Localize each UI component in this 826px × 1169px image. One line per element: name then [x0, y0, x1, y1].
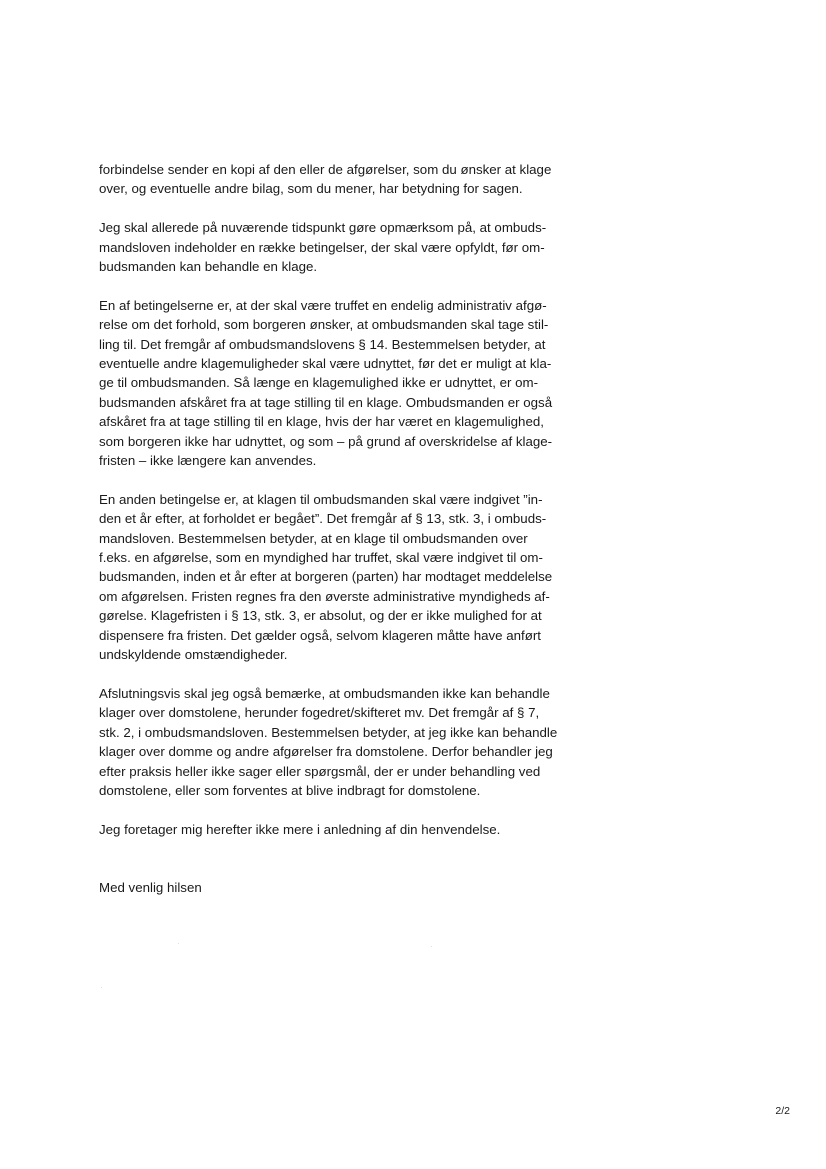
text-line: den et år efter, at forholdet er begået”. Det fremgår af § 13, stk. 3, i ombuds- — [99, 511, 547, 527]
text-line: ge til ombudsmanden. Så længe en klagemulighed ikke er udnyttet, er om- — [99, 375, 539, 391]
scan-speck — [178, 943, 179, 944]
text-line: relse om det forhold, som borgeren ønsker, at ombudsmanden skal tage stil- — [99, 317, 549, 333]
closing-greeting: Med venlig hilsen — [99, 880, 202, 895]
text-line: domstolene, eller som forventes at blive indbragt for domstolene. — [99, 782, 481, 798]
text-line: mandsloven indeholder en række betingelser, der skal være opfyldt, før om- — [99, 239, 545, 255]
text-line: Jeg foretager mig herefter ikke mere i anledning af din henvendelse. — [99, 821, 501, 837]
text-line: fristen – ikke længere kan anvendes. — [99, 453, 317, 469]
text-line: mandsloven. Bestemmelsen betyder, at en klage til ombudsmanden over — [99, 530, 528, 546]
text-line: afskåret fra at tage stilling til en klage, hvis der har været en klagemulighed, — [99, 414, 544, 430]
scan-speck — [101, 987, 102, 988]
page-number: 2/2 — [775, 1105, 790, 1117]
letter-body — [99, 160, 579, 859]
text-line: klager over domstolene, herunder fogedret/skifteret mv. Det fremgår af § 7, — [99, 705, 540, 721]
text-line: klager over domme og andre afgørelser fra domstolene. Derfor behandler jeg — [99, 744, 553, 760]
text-line: om afgørelsen. Fristen regnes fra den øverste administrative myndigheds af- — [99, 588, 550, 604]
text-line: budsmanden kan behandle en klage. — [99, 259, 318, 275]
paragraph-domstolene — [99, 684, 579, 800]
paragraph-endelig-afgoerelse — [99, 296, 579, 471]
text-line: f.eks. en afgørelse, som en myndighed har truffet, skal være indgivet til om- — [99, 550, 543, 566]
text-line: Jeg skal allerede på nuværende tidspunkt gøre opmærksom på, at ombuds- — [99, 220, 547, 236]
text-line: forbindelse sender en kopi af den eller de afgørelser, som du ønsker at klage — [99, 162, 552, 177]
paragraph-kopi-af-afgoerelser — [99, 160, 579, 199]
text-line: eventuelle andre klagemuligheder skal være udnyttet, før det er muligt at kla- — [99, 356, 552, 372]
text-line: En af betingelserne er, at der skal være truffet en endelig administrativ afgø- — [99, 297, 547, 313]
text-line: gørelse. Klagefristen i § 13, stk. 3, er absolut, og der er ikke mulighed for at — [99, 608, 542, 624]
text-line: ling til. Det fremgår af ombudsmandslovens § 14. Bestemmelsen betyder, at — [99, 336, 546, 352]
paragraph-afslutning — [99, 820, 579, 839]
text-line: efter praksis heller ikke sager eller spørgsmål, der er under behandling ved — [99, 763, 541, 779]
paragraph-betingelser-intro — [99, 218, 579, 276]
text-line: undskyldende omstændigheder. — [99, 647, 288, 663]
text-line: som borgeren ikke har udnyttet, og som – på grund af overskridelse af klage- — [99, 433, 553, 449]
text-line: over, og eventuelle andre bilag, som du mener, har betydning for sagen. — [99, 181, 523, 197]
text-line: Afslutningsvis skal jeg også bemærke, at ombudsmanden ikke kan behandle — [99, 685, 550, 701]
paragraph-klagefrist — [99, 490, 579, 665]
text-line: budsmanden, inden et år efter at borgeren (parten) har modtaget meddelelse — [99, 569, 553, 585]
text-line: budsmanden afskåret fra at tage stilling til en klage. Ombudsmanden er også — [99, 394, 553, 410]
text-line: En anden betingelse er, at klagen til ombudsmanden skal være indgivet ”in- — [99, 491, 543, 507]
text-line: stk. 2, i ombudsmandsloven. Bestemmelsen betyder, at jeg ikke kan behandle — [99, 724, 558, 740]
scan-speck — [431, 946, 432, 947]
text-line: dispensere fra fristen. Det gælder også, selvom klageren måtte have anført — [99, 627, 541, 643]
